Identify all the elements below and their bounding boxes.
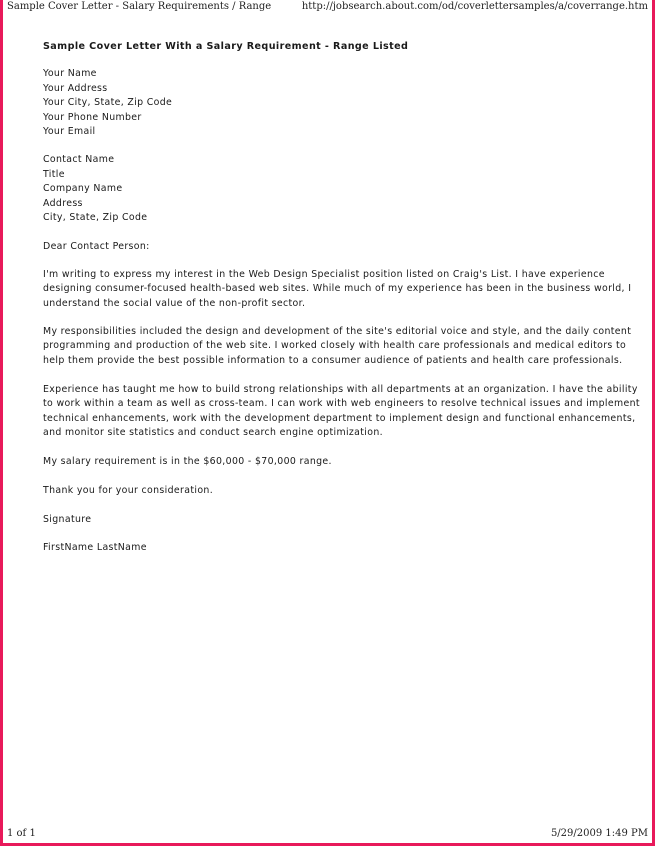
paragraph-line: I'm writing to express my interest in the Web Design Specialist position listed on Craig's List. I have experience (43, 269, 605, 280)
sender-address: Your Address (43, 82, 108, 94)
paragraph-line: programming and production of the web site. I worked closely with health care professionals and medical editors to (43, 340, 627, 352)
print-timestamp: 5/29/2009 1:49 PM (550, 828, 648, 839)
signer-name: FirstName LastName (43, 542, 147, 553)
paragraph-line: to work within a team as well as cross-team. I can work with web engineers to resolve technical issues and implement (43, 398, 640, 410)
paragraph-line: help them provide the best possible information to a consumer audience of patients and health care professionals. (43, 354, 623, 366)
salutation: Dear Contact Person: (43, 241, 150, 252)
print-header-title: Sample Cover Letter - Salary Requirements / Range (7, 1, 272, 12)
recipient-title: Title (43, 168, 65, 180)
closing: Thank you for your consideration. (43, 485, 214, 496)
recipient-name: Contact Name (43, 154, 115, 165)
sender-email: Your Email (43, 126, 96, 137)
page-count: 1 of 1 (7, 828, 36, 839)
recipient-company: Company Name (43, 183, 123, 194)
sender-phone: Your Phone Number (43, 111, 142, 123)
paragraph-line: designing consumer-focused health-based web sites. While much of my experience has been in the business world, I (43, 283, 632, 295)
paragraph-line: My responsibilities included the design and development of the site's editorial voice and style, and the daily content (43, 326, 632, 337)
salary-statement: My salary requirement is in the $60,000 - $70,000 range. (43, 456, 332, 467)
print-footer (7, 828, 648, 839)
sender-name: Your Name (43, 68, 97, 79)
print-header (7, 1, 648, 12)
print-header-url: http://jobsearch.about.com/od/coverlettersamples/a/coverrange.htm (301, 1, 648, 12)
letter-title: Sample Cover Letter With a Salary Requirement - Range Listed (43, 41, 409, 52)
paragraph-line: technical enhancements, work with the development department to implement design and functional enhancements, (43, 412, 636, 424)
recipient-address: Address (43, 197, 83, 209)
recipient-city: City, State, Zip Code (43, 212, 148, 223)
paragraph-line: and monitor site statistics and conduct search engine optimization. (43, 426, 383, 438)
sender-city: Your City, State, Zip Code (43, 97, 173, 108)
paragraph-2 (43, 325, 632, 368)
signature-label: Signature (43, 514, 92, 525)
paragraph-1 (43, 268, 632, 311)
paragraph-line: Experience has taught me how to build strong relationships with all departments at an organization. I have the ability (43, 384, 638, 395)
paragraph-3 (43, 383, 640, 440)
paragraph-line: understand the social value of the non-profit sector. (43, 297, 306, 309)
